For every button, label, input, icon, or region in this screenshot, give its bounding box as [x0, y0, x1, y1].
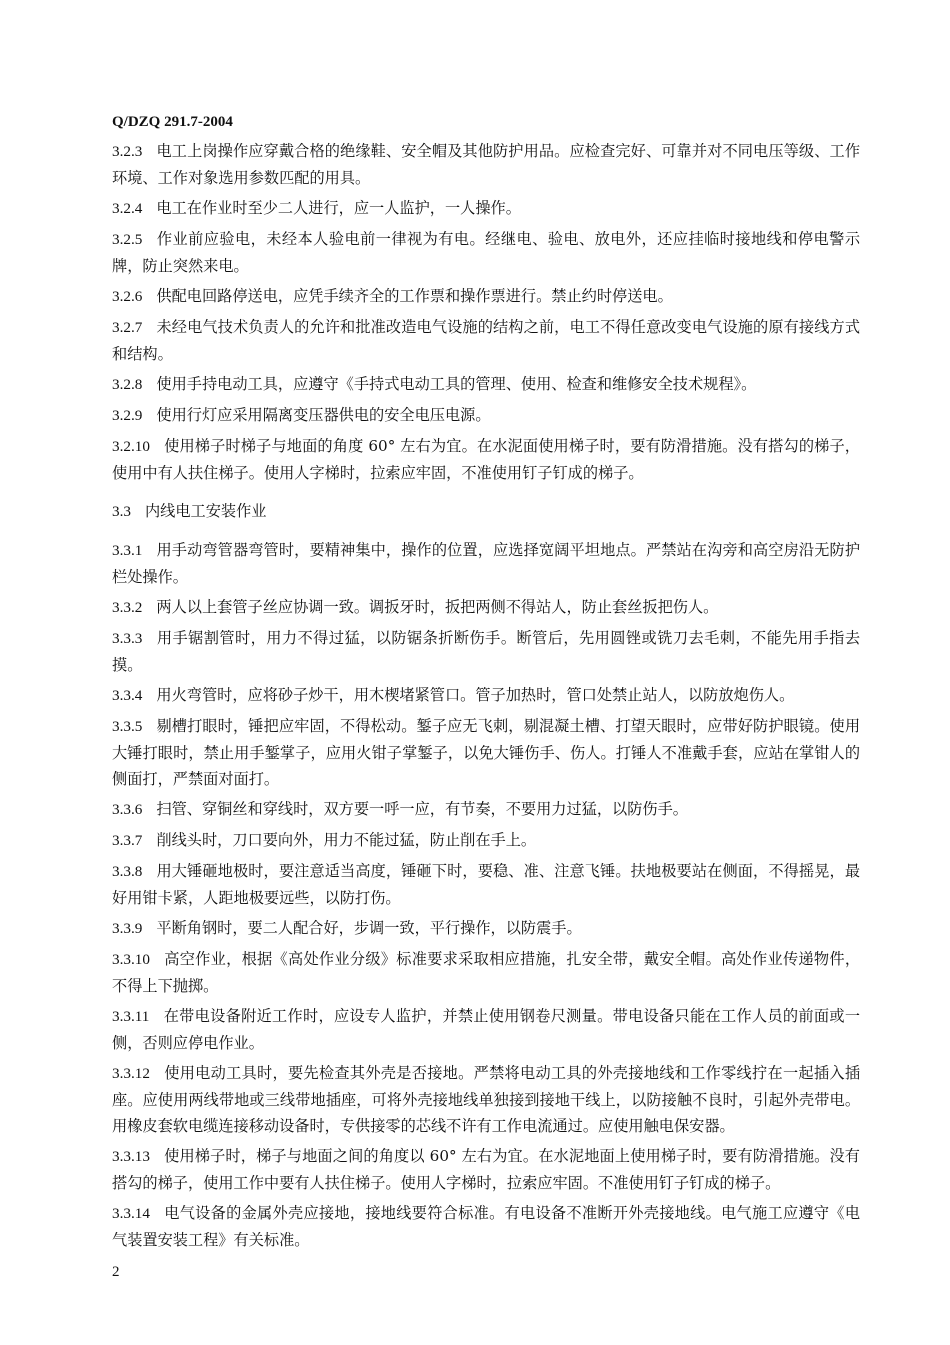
clause-number: 3.3.10: [112, 951, 150, 968]
clause-number: 3.3.11: [112, 1008, 150, 1025]
clause-number: 3.2.9: [112, 407, 143, 424]
section-title: 内线电工安装作业: [144, 502, 267, 520]
clause-text: 平断角钢时，要二人配合好，步调一致，平行操作，以防震手。: [156, 919, 582, 937]
page-number: 2: [112, 1264, 120, 1280]
clause-number: 3.3.1: [112, 542, 143, 559]
clause-paragraph: [112, 1200, 860, 1253]
clause-paragraph: [112, 625, 860, 678]
clause-paragraph: [112, 1003, 860, 1056]
clause-number: 3.2.6: [112, 288, 143, 305]
clause-paragraph: [112, 283, 860, 310]
clause-paragraph: [112, 682, 860, 709]
clause-number: 3.2.7: [112, 319, 143, 336]
clause-text: 用手动弯管器弯管时，要精神集中，操作的位置，应选择宽阔平坦地点。严禁站在沟旁和高空房沿无防护栏处操作。: [112, 541, 860, 586]
clause-paragraph: [112, 314, 860, 367]
clause-paragraph: [112, 433, 860, 486]
clause-text: 使用电动工具时，要先检查其外壳是否接地。严禁将电动工具的外壳接地线和工作零线拧在一起插入插座。应使用两线带地或三线带地插座，可将外壳接地线单独接到接地干线上，以防接触不良时，引起外壳带电。用橡皮套软电缆连接移动设备时，专供接零的芯线不许有工作电流通过。应使用触电保安器。: [112, 1064, 860, 1135]
clause-paragraph: [112, 371, 860, 398]
clause-number: 3.3.3: [112, 630, 143, 647]
clause-text: 电气设备的金属外壳应接地，接地线要符合标准。有电设备不准断开外壳接地线。电气施工应遵守《电气装置安装工程》有关标准。: [112, 1204, 860, 1249]
clause-text: 扫管、穿铜丝和穿线时，双方要一呼一应，有节奏，不要用力过猛，以防伤手。: [156, 800, 688, 818]
clause-text: 供配电回路停送电，应凭手续齐全的工作票和操作票进行。禁止约时停送电。: [156, 287, 673, 305]
clause-paragraph: [112, 1143, 860, 1196]
clause-paragraph: [112, 226, 860, 279]
clause-number: 3.3.14: [112, 1205, 150, 1222]
clause-paragraph: [112, 713, 860, 792]
clause-text: 用大锤砸地极时，要注意适当高度，锤砸下时，要稳、准、注意飞锤。扶地极要站在侧面，不得摇晃，最好用钳卡紧，人距地极要远些，以防打伤。: [112, 862, 860, 907]
clause-group-3-3: [112, 537, 860, 1253]
clause-number: 3.3.8: [112, 863, 143, 880]
section-heading-3-3: [112, 498, 860, 525]
clause-text: 用手锯割管时，用力不得过猛，以防锯条折断伤手。断管后，先用圆锉或铣刀去毛刺，不能先用手指去摸。: [112, 629, 860, 674]
clause-text: 高空作业，根据《高处作业分级》标准要求采取相应措施，扎安全带，戴安全帽。高处作业传递物件，不得上下抛掷。: [112, 950, 860, 995]
clause-paragraph: [112, 195, 860, 222]
clause-text: 使用梯子时，梯子与地面之间的角度以 60° 左右为宜。在水泥地面上使用梯子时，要有防滑措施。没有搭勾的梯子，使用工作中要有人扶住梯子。使用人字梯时，拉索应牢固。不准使用钉子钉成的梯子。: [112, 1147, 860, 1192]
section-number: 3.3: [112, 503, 131, 520]
clause-number: 3.2.5: [112, 231, 143, 248]
clause-paragraph: [112, 537, 860, 590]
clause-text: 作业前应验电，未经本人验电前一律视为有电。经继电、验电、放电外，还应挂临时接地线和停电警示牌，防止突然来电。: [112, 230, 860, 275]
standard-code-header: Q/DZQ 291.7-2004: [112, 114, 233, 130]
document-body: [112, 138, 860, 1257]
clause-paragraph: [112, 1060, 860, 1139]
clause-paragraph: [112, 138, 860, 191]
clause-text: 电工在作业时至少二人进行，应一人监护，一人操作。: [156, 199, 521, 217]
clause-text: 用火弯管时，应将砂子炒干，用木楔堵紧管口。管子加热时，管口处禁止站人，以防放炮伤人。: [156, 686, 795, 704]
clause-paragraph: [112, 946, 860, 999]
clause-paragraph: [112, 827, 860, 854]
clause-number: 3.3.5: [112, 718, 143, 735]
clause-text: 两人以上套管子丝应协调一致。调扳牙时，扳把两侧不得站人，防止套丝扳把伤人。: [156, 598, 719, 616]
clause-number: 3.3.4: [112, 687, 143, 704]
clause-number: 3.2.3: [112, 143, 143, 160]
clause-paragraph: [112, 796, 860, 823]
clause-text: 削线头时，刀口要向外，用力不能过猛，防止削在手上。: [156, 831, 537, 849]
clause-text: 在带电设备附近工作时，应设专人监护，并禁止使用钢卷尺测量。带电设备只能在工作人员的前面或一侧，否则应停电作业。: [112, 1007, 860, 1052]
clause-text: 使用梯子时梯子与地面的角度 60° 左右为宜。在水泥面使用梯子时，要有防滑措施。没有搭勾的梯子，使用中有人扶住梯子。使用人字梯时，拉索应牢固，不准使用钉子钉成的梯子。: [112, 437, 860, 482]
clause-number: 3.3.13: [112, 1148, 150, 1165]
clause-number: 3.2.8: [112, 376, 143, 393]
clause-number: 3.3.7: [112, 832, 143, 849]
clause-group-3-2: [112, 138, 860, 486]
clause-number: 3.3.9: [112, 920, 143, 937]
clause-paragraph: [112, 402, 860, 429]
clause-text: 剔槽打眼时，锤把应牢固，不得松动。錾子应无飞刺，剔混凝土槽、打望天眼时，应带好防护眼镜。使用大锤打眼时，禁止用手錾掌子，应用火钳子掌錾子，以免大锤伤手、伤人。打锤人不准戴手套，应站在掌钳人的侧面打，严禁面对面打。: [112, 717, 860, 788]
clause-text: 未经电气技术负责人的允许和批准改造电气设施的结构之前，电工不得任意改变电气设施的原有接线方式和结构。: [112, 318, 860, 363]
clause-number: 3.2.4: [112, 200, 143, 217]
clause-number: 3.2.10: [112, 438, 150, 455]
clause-number: 3.3.2: [112, 599, 143, 616]
clause-paragraph: [112, 594, 860, 621]
clause-number: 3.3.12: [112, 1065, 150, 1082]
clause-text: 使用行灯应采用隔离变压器供电的安全电压电源。: [156, 406, 491, 424]
clause-paragraph: [112, 858, 860, 911]
clause-number: 3.3.6: [112, 801, 143, 818]
clause-text: 使用手持电动工具，应遵守《手持式电动工具的管理、使用、检查和维修安全技术规程》。: [156, 375, 757, 393]
clause-text: 电工上岗操作应穿戴合格的绝缘鞋、安全帽及其他防护用品。应检查完好、可靠并对不同电压等级、工作环境、工作对象选用参数匹配的用具。: [112, 142, 860, 187]
clause-paragraph: [112, 915, 860, 942]
